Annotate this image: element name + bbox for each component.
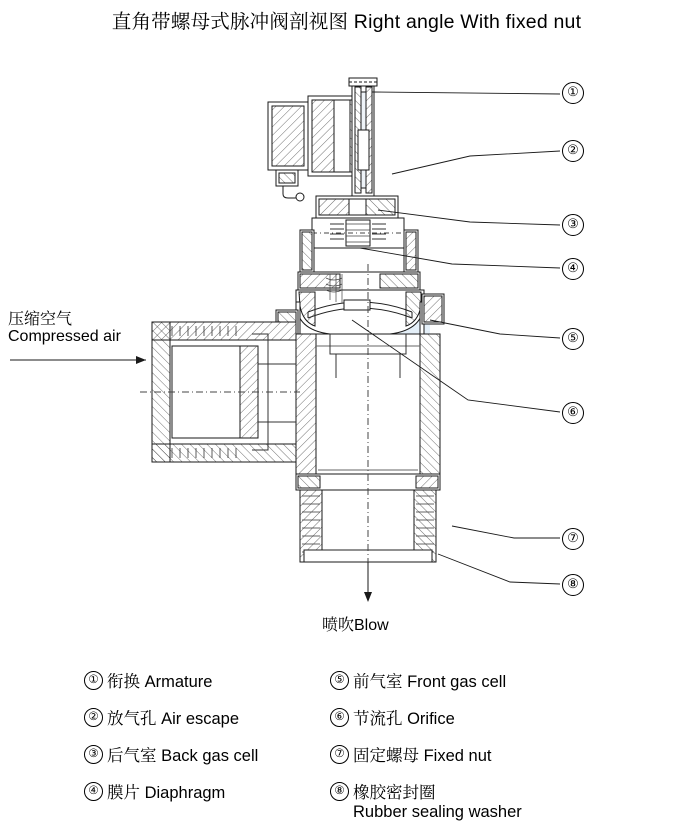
callout-3: ③: [562, 214, 584, 236]
legend-marker-8: ⑧: [330, 782, 349, 801]
callout-7: ⑦: [562, 528, 584, 550]
legend-item-8: [330, 779, 522, 822]
legend-marker-3: ③: [84, 745, 103, 764]
legend-item-6: [330, 705, 522, 729]
callout-4: ④: [562, 258, 584, 280]
callout-8: ⑧: [562, 574, 584, 596]
legend-label-3: 后气室 Back gas cell: [107, 747, 259, 765]
legend-marker-1: ①: [84, 671, 103, 690]
legend-label-7: 固定螺母 Fixed nut: [353, 747, 492, 765]
legend-label-2: 放气孔 Air escape: [107, 710, 240, 728]
legend-label-8-line1: 橡胶密封圈: [353, 784, 436, 802]
legend-item-7: [330, 742, 522, 766]
legend-item-3: [84, 742, 258, 766]
inlet-label-cn: 压缩空气: [8, 311, 73, 328]
legend-item-2: [84, 705, 258, 729]
legend-marker-4: ④: [84, 782, 103, 801]
legend-item-4: [84, 779, 258, 803]
legend-item-1: [84, 668, 258, 692]
outlet-label: 喷吹Blow: [322, 617, 389, 634]
legend-marker-7: ⑦: [330, 745, 349, 764]
page-title: 直角带螺母式脉冲阀剖视图 Right angle With fixed nut: [111, 11, 582, 33]
inlet-label-en: Compressed air: [8, 328, 121, 345]
legend: [0, 660, 693, 828]
legend-label-6: 节流孔 Orifice: [353, 710, 455, 728]
legend-item-5: [330, 668, 522, 692]
legend-label-1: 衔换 Armature: [107, 673, 213, 691]
legend-label-8-line2: Rubber sealing washer: [353, 803, 522, 821]
valve-cross-section-diagram: [0, 34, 693, 654]
legend-marker-5: ⑤: [330, 671, 349, 690]
legend-label-8: [353, 779, 522, 822]
legend-column-right: [330, 668, 522, 835]
callout-6: ⑥: [562, 402, 584, 424]
legend-label-4: 膜片 Diaphragm: [107, 784, 226, 802]
callout-2: ②: [562, 140, 584, 162]
callout-5: ⑤: [562, 328, 584, 350]
legend-label-5: 前气室 Front gas cell: [353, 673, 507, 691]
legend-column-left: [84, 668, 258, 816]
callout-1: ①: [562, 82, 584, 104]
legend-marker-6: ⑥: [330, 708, 349, 727]
legend-marker-2: ②: [84, 708, 103, 727]
